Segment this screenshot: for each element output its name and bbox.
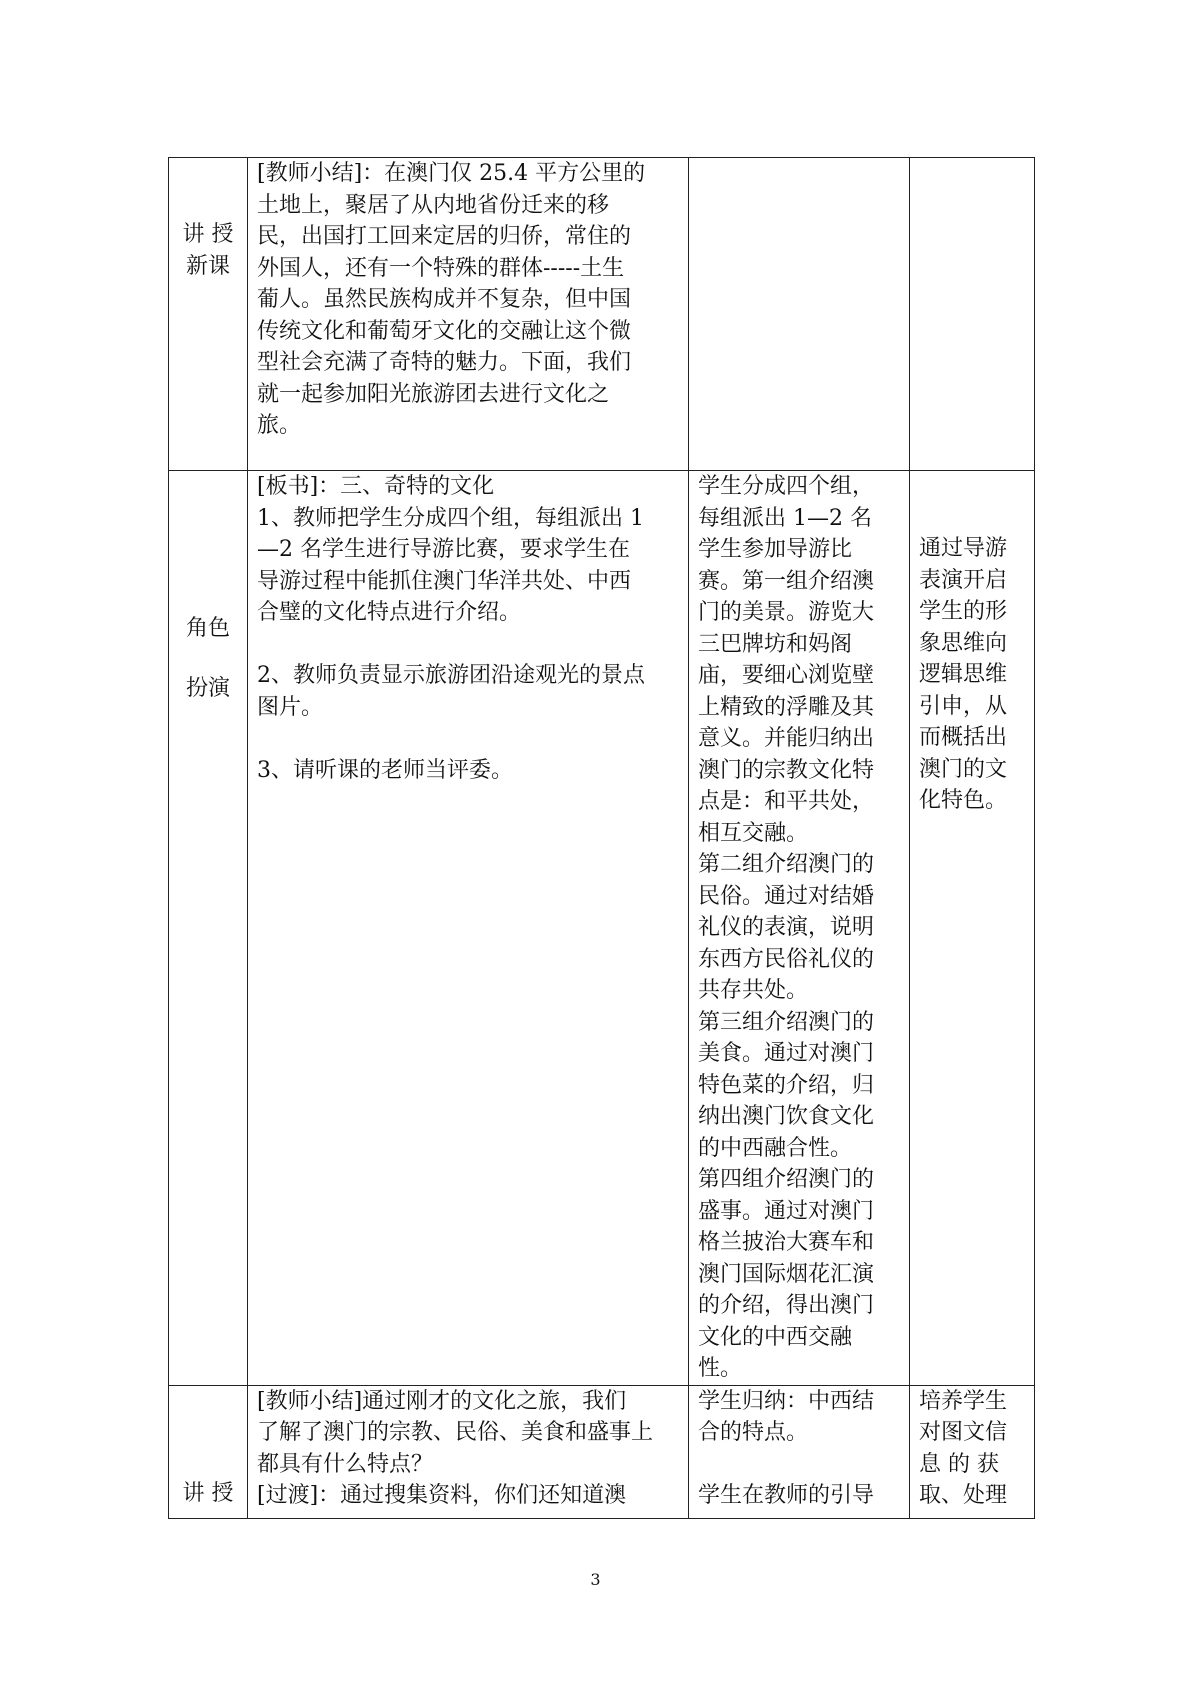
student-line: 东西方民俗礼仪的 bbox=[698, 946, 875, 972]
purpose-line: 表演开启 bbox=[919, 567, 1008, 593]
content-line: 图片。 bbox=[257, 694, 324, 720]
lesson-plan-table bbox=[168, 157, 1035, 1519]
student-line: 民俗。通过对结婚 bbox=[698, 883, 875, 909]
student-line: 的中西融合性。 bbox=[698, 1135, 853, 1161]
student-activity-cell bbox=[689, 1385, 910, 1518]
student-line: 赛。第一组介绍澳 bbox=[698, 568, 875, 594]
student-line: 澳门的宗教文化特 bbox=[698, 757, 875, 783]
student-line: 合的特点。 bbox=[698, 1420, 809, 1445]
purpose-line: 通过导游 bbox=[919, 536, 1008, 561]
design-purpose-cell bbox=[910, 158, 1035, 471]
student-line: 学生参加导游比 bbox=[698, 537, 853, 562]
content-line: 土地上，聚居了从内地省份迁来的移 bbox=[257, 192, 610, 218]
row-label-cell bbox=[169, 158, 248, 471]
content-line: 型社会充满了奇特的魅力。下面，我们 bbox=[257, 350, 632, 375]
purpose-line: 而概括出 bbox=[919, 725, 1008, 750]
student-line: 第三组介绍澳门的 bbox=[698, 1009, 875, 1035]
content-line: 2、教师负责显示旅游团沿途观光的景点 bbox=[257, 663, 645, 688]
content-line: 导游过程中能抓住澳门华洋共处、中西 bbox=[257, 568, 632, 594]
student-line: 学生归纳：中西结 bbox=[698, 1388, 875, 1414]
purpose-line: 化特色。 bbox=[919, 788, 1008, 813]
student-line: 文化的中西交融 bbox=[698, 1324, 853, 1350]
student-line: 门的美景。游览大 bbox=[698, 600, 875, 625]
purpose-line: 息 的 获 bbox=[919, 1451, 999, 1477]
student-line: 庙，要细心浏览壁 bbox=[698, 663, 875, 688]
row-label-line: 角色 bbox=[185, 616, 230, 641]
table-row bbox=[169, 471, 1035, 1386]
content-line: 民，出国打工回来定居的归侨，常住的 bbox=[257, 224, 632, 249]
teaching-content-cell bbox=[248, 471, 689, 1386]
student-line: 上精致的浮雕及其 bbox=[698, 694, 875, 720]
student-line: 每组派出 1—2 名 bbox=[698, 505, 872, 531]
student-activity-cell bbox=[689, 158, 910, 471]
student-line: 共存共处。 bbox=[698, 978, 809, 1003]
content-line: [过渡]：通过搜集资料，你们还知道澳 bbox=[257, 1483, 627, 1508]
content-line: 葡人。虽然民族构成并不复杂，但中国 bbox=[257, 287, 632, 312]
student-line: 性。 bbox=[698, 1356, 743, 1381]
design-purpose-cell bbox=[910, 471, 1035, 1386]
table-row bbox=[169, 158, 1035, 471]
table-row bbox=[169, 1385, 1035, 1518]
student-line: 美食。通过对澳门 bbox=[698, 1041, 875, 1066]
teaching-content-cell bbox=[248, 1385, 689, 1518]
row-label-line: 讲 授 bbox=[182, 1480, 234, 1506]
purpose-line: 学生的形 bbox=[919, 599, 1008, 624]
student-line: 纳出澳门饮食文化 bbox=[698, 1104, 875, 1129]
student-line: 三巴牌坊和妈阁 bbox=[698, 631, 853, 657]
student-line: 学生分成四个组， bbox=[698, 474, 875, 499]
content-line: [教师小结]通过刚才的文化之旅，我们 bbox=[257, 1388, 627, 1414]
student-activity-cell bbox=[689, 471, 910, 1386]
purpose-line: 逻辑思维 bbox=[919, 662, 1008, 687]
content-line: 3、请听课的老师当评委。 bbox=[257, 757, 513, 783]
student-line: 格兰披治大赛车和 bbox=[698, 1230, 875, 1255]
purpose-line: 引申，从 bbox=[919, 693, 1008, 719]
design-purpose-cell bbox=[910, 1385, 1035, 1518]
purpose-line: 象思维向 bbox=[919, 630, 1008, 656]
content-line: 旅。 bbox=[257, 413, 302, 438]
content-line: 外国人，还有一个特殊的群体-----土生 bbox=[257, 255, 625, 281]
purpose-line: 对图文信 bbox=[919, 1420, 1008, 1445]
content-line: 传统文化和葡萄牙文化的交融让这个微 bbox=[257, 318, 632, 344]
content-line: —2 名学生进行导游比赛，要求学生在 bbox=[257, 537, 630, 562]
content-line: 都具有什么特点？ bbox=[257, 1451, 434, 1477]
content-line: [教师小结]：在澳门仅 25.4 平方公里的 bbox=[257, 161, 646, 186]
page-number: 3 bbox=[590, 1570, 601, 1589]
student-line: 第四组介绍澳门的 bbox=[698, 1167, 875, 1192]
student-line: 学生在教师的引导 bbox=[698, 1483, 875, 1508]
student-line: 相互交融。 bbox=[698, 820, 809, 846]
row-label-cell bbox=[169, 471, 248, 1386]
content-line: [板书]：三、奇特的文化 bbox=[257, 474, 495, 499]
content-line: 1、教师把学生分成四个组，每组派出 1 bbox=[257, 505, 644, 531]
row-label-cell bbox=[169, 1385, 248, 1518]
student-line: 澳门国际烟花汇演 bbox=[698, 1261, 875, 1287]
student-line: 意义。并能归纳出 bbox=[698, 726, 875, 751]
purpose-line: 培养学生 bbox=[919, 1388, 1008, 1414]
teaching-content-cell bbox=[248, 158, 689, 471]
student-line: 礼仪的表演，说明 bbox=[698, 915, 875, 940]
student-line: 盛事。通过对澳门 bbox=[698, 1198, 875, 1224]
row-label-line: 新课 bbox=[185, 253, 230, 279]
student-line: 第二组介绍澳门的 bbox=[698, 852, 875, 877]
student-line: 点是：和平共处， bbox=[698, 789, 875, 814]
row-label-line: 扮演 bbox=[185, 675, 230, 701]
purpose-line: 澳门的文 bbox=[919, 756, 1008, 782]
purpose-line: 取、处理 bbox=[919, 1483, 1008, 1508]
student-line: 的介绍，得出澳门 bbox=[698, 1293, 875, 1318]
content-line: 就一起参加阳光旅游团去进行文化之 bbox=[257, 381, 610, 407]
content-line: 了解了澳门的宗教、民俗、美食和盛事上 bbox=[257, 1420, 654, 1445]
row-label-line: 讲 授 bbox=[182, 222, 234, 247]
content-line: 合璧的文化特点进行介绍。 bbox=[257, 600, 522, 625]
student-line: 特色菜的介绍，归 bbox=[698, 1072, 875, 1098]
